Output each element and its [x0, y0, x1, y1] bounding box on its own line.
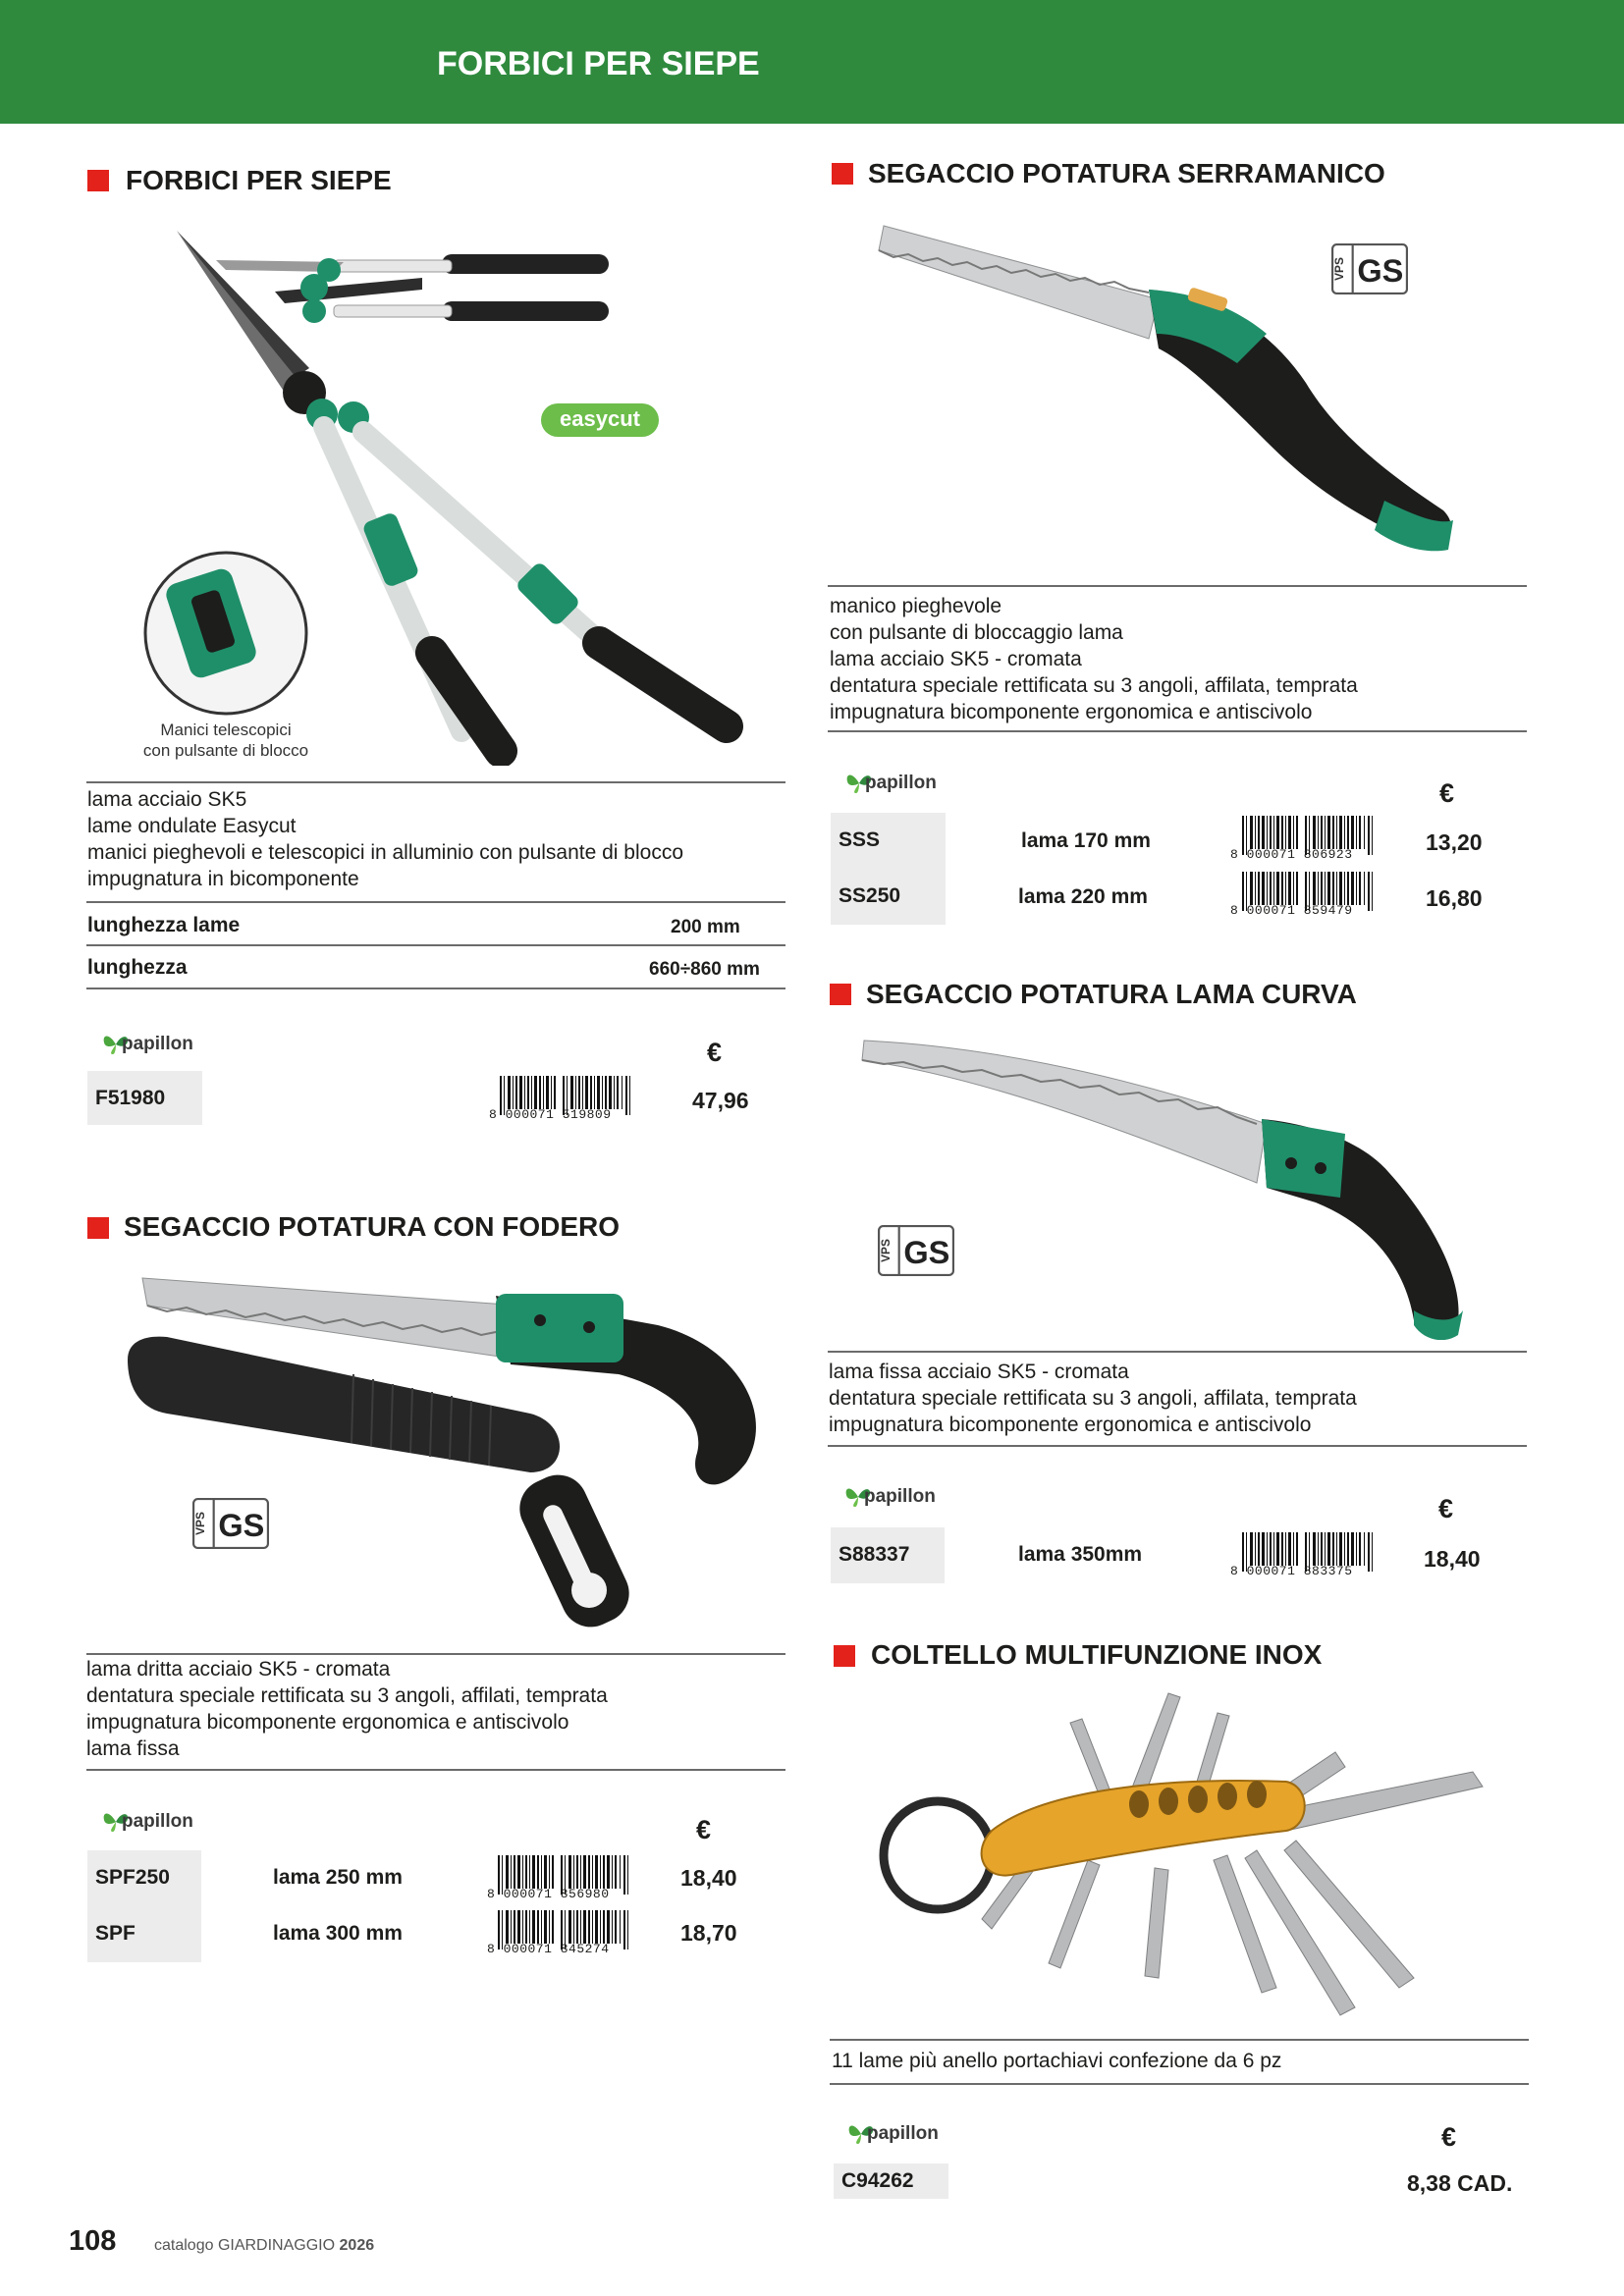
divider: [828, 585, 1527, 587]
description-hedge: [87, 786, 683, 892]
product-code: SPF: [87, 1906, 201, 1962]
spec-label: lunghezza: [87, 956, 188, 979]
desc-line: manico pieghevole: [830, 595, 1002, 617]
blade-length: lama 170 mm: [1021, 829, 1151, 852]
blade-length: lama 300 mm: [273, 1922, 403, 1945]
divider: [830, 2039, 1529, 2041]
page-number: 108: [69, 2225, 117, 2257]
section-title-saw-curva: SEGACCIO POTATURA LAMA CURVA: [866, 979, 1357, 1009]
barcode-number: 8 000071 845274: [487, 1942, 610, 1956]
divider: [86, 1653, 785, 1655]
desc-line: lama fissa acciaio SK5 - cromata: [829, 1361, 1129, 1383]
header-bar: [0, 0, 1624, 124]
blade-length: lama 220 mm: [1018, 885, 1148, 908]
price: 18,70: [680, 1920, 737, 1946]
price: 13,20: [1426, 829, 1483, 855]
description-saw-curva: [829, 1359, 1357, 1438]
spec-value: 660÷860 mm: [649, 959, 760, 980]
divider: [86, 781, 785, 783]
divider: [86, 988, 785, 989]
desc-line: dentatura speciale rettificata su 3 angoli, affilata, temprata: [829, 1387, 1357, 1410]
divider: [830, 2083, 1529, 2085]
desc-line: lame ondulate Easycut: [87, 815, 297, 837]
section-marker: [834, 1645, 855, 1667]
divider: [828, 1445, 1527, 1447]
product-code: F51980: [87, 1071, 202, 1125]
price: 47,96: [692, 1088, 749, 1113]
section-title-knife: COLTELLO MULTIFUNZIONE INOX: [871, 1639, 1323, 1670]
product-code: SS250: [831, 869, 946, 925]
inset-caption: [108, 720, 344, 761]
section-marker: [832, 163, 853, 185]
desc-line: dentatura speciale rettificata su 3 angoli, affilata, temprata: [830, 674, 1358, 697]
easycut-badge-text: easycut: [560, 406, 640, 431]
currency-symbol: €: [696, 1815, 712, 1844]
product-code: SSS: [831, 813, 946, 869]
brand-name: papillon: [867, 2123, 939, 2144]
multitool-knife-image: [864, 1683, 1492, 2037]
currency-symbol: €: [707, 1038, 723, 1067]
spec-value: 200 mm: [671, 917, 740, 937]
product-code: S88337: [831, 1527, 945, 1583]
desc-line: dentatura speciale rettificata su 3 angoli, affilati, temprata: [86, 1684, 608, 1707]
desc-line: impugnatura bicomponente ergonomica e antiscivolo: [829, 1414, 1312, 1436]
vps-gs-certification: [191, 1498, 270, 1549]
saw-with-sheath-image: [108, 1266, 776, 1649]
desc-line: impugnatura in bicomponente: [87, 868, 359, 890]
divider: [86, 1769, 785, 1771]
catalog-title: GIARDINAGGIO: [217, 2237, 336, 2254]
spec-label: lunghezza lame: [87, 914, 241, 936]
desc-line: impugnatura bicomponente ergonomica e antiscivolo: [830, 701, 1313, 723]
desc-line: lama acciaio SK5 - cromata: [830, 648, 1082, 670]
product-code: C94262: [834, 2163, 948, 2199]
vps-gs-certification: [1330, 243, 1409, 294]
divider: [86, 944, 785, 946]
currency-symbol: €: [1438, 1494, 1454, 1523]
desc-line: impugnatura bicomponente ergonomica e antiscivolo: [86, 1711, 569, 1734]
brand-name: papillon: [122, 1034, 193, 1054]
price: 18,40: [1424, 1546, 1481, 1572]
desc-line: manici pieghevoli e telescopici in alluminio con pulsante di blocco: [87, 841, 684, 864]
price: 8,38 CAD.: [1407, 2170, 1513, 2196]
description-saw-fodero: [86, 1656, 608, 1762]
barcode-number: 8 000071 883375: [1230, 1564, 1353, 1578]
inset-caption-line: Manici telescopici: [160, 721, 292, 739]
price: 16,80: [1426, 885, 1483, 911]
blade-length: lama 350mm: [1018, 1543, 1143, 1566]
divider: [828, 730, 1527, 732]
currency-symbol: €: [1439, 778, 1455, 808]
section-title-hedge: FORBICI PER SIEPE: [126, 165, 392, 195]
currency-symbol: €: [1441, 2122, 1457, 2152]
catalog-prefix: catalogo: [154, 2237, 218, 2254]
product-code: SPF250: [87, 1850, 201, 1906]
divider: [828, 1351, 1527, 1353]
page-title: FORBICI PER SIEPE: [437, 45, 760, 82]
brand-name: papillon: [122, 1811, 193, 1832]
description-saw-serramanico: [830, 593, 1358, 725]
catalog-name: [154, 2237, 374, 2255]
brand-name: papillon: [864, 1486, 936, 1507]
hedge-shears-image: [137, 221, 766, 766]
folded-shears-image: [216, 254, 609, 323]
vps-gs-certification: [876, 1225, 956, 1276]
section-marker: [87, 1217, 109, 1239]
barcode-number: 8 000071 856980: [487, 1887, 610, 1901]
barcode-number: 8 000071 859479: [1230, 903, 1353, 918]
desc-line: lama dritta acciaio SK5 - cromata: [86, 1658, 391, 1681]
brand-name: papillon: [865, 773, 937, 793]
divider: [86, 901, 785, 903]
section-title-saw-serramanico: SEGACCIO POTATURA SERRAMANICO: [868, 158, 1385, 188]
description-knife: 11 lame più anello portachiavi confezione da 6 pz: [832, 2050, 1282, 2072]
inset-caption-line: con pulsante di blocco: [142, 741, 309, 760]
desc-line: con pulsante di bloccaggio lama: [830, 621, 1123, 644]
section-marker: [830, 984, 851, 1005]
catalog-year: 2026: [339, 2237, 375, 2254]
desc-line: lama acciaio SK5: [87, 788, 247, 811]
blade-length: lama 250 mm: [273, 1866, 403, 1889]
barcode-number: 8 000071 519809: [489, 1107, 612, 1122]
barcode-number: 8 000071 806923: [1230, 847, 1353, 862]
desc-line: lama fissa: [86, 1737, 180, 1760]
section-marker: [87, 170, 109, 191]
section-title-saw-fodero: SEGACCIO POTATURA CON FODERO: [124, 1211, 621, 1242]
price: 18,40: [680, 1865, 737, 1891]
curved-saw-image: [854, 1026, 1483, 1340]
